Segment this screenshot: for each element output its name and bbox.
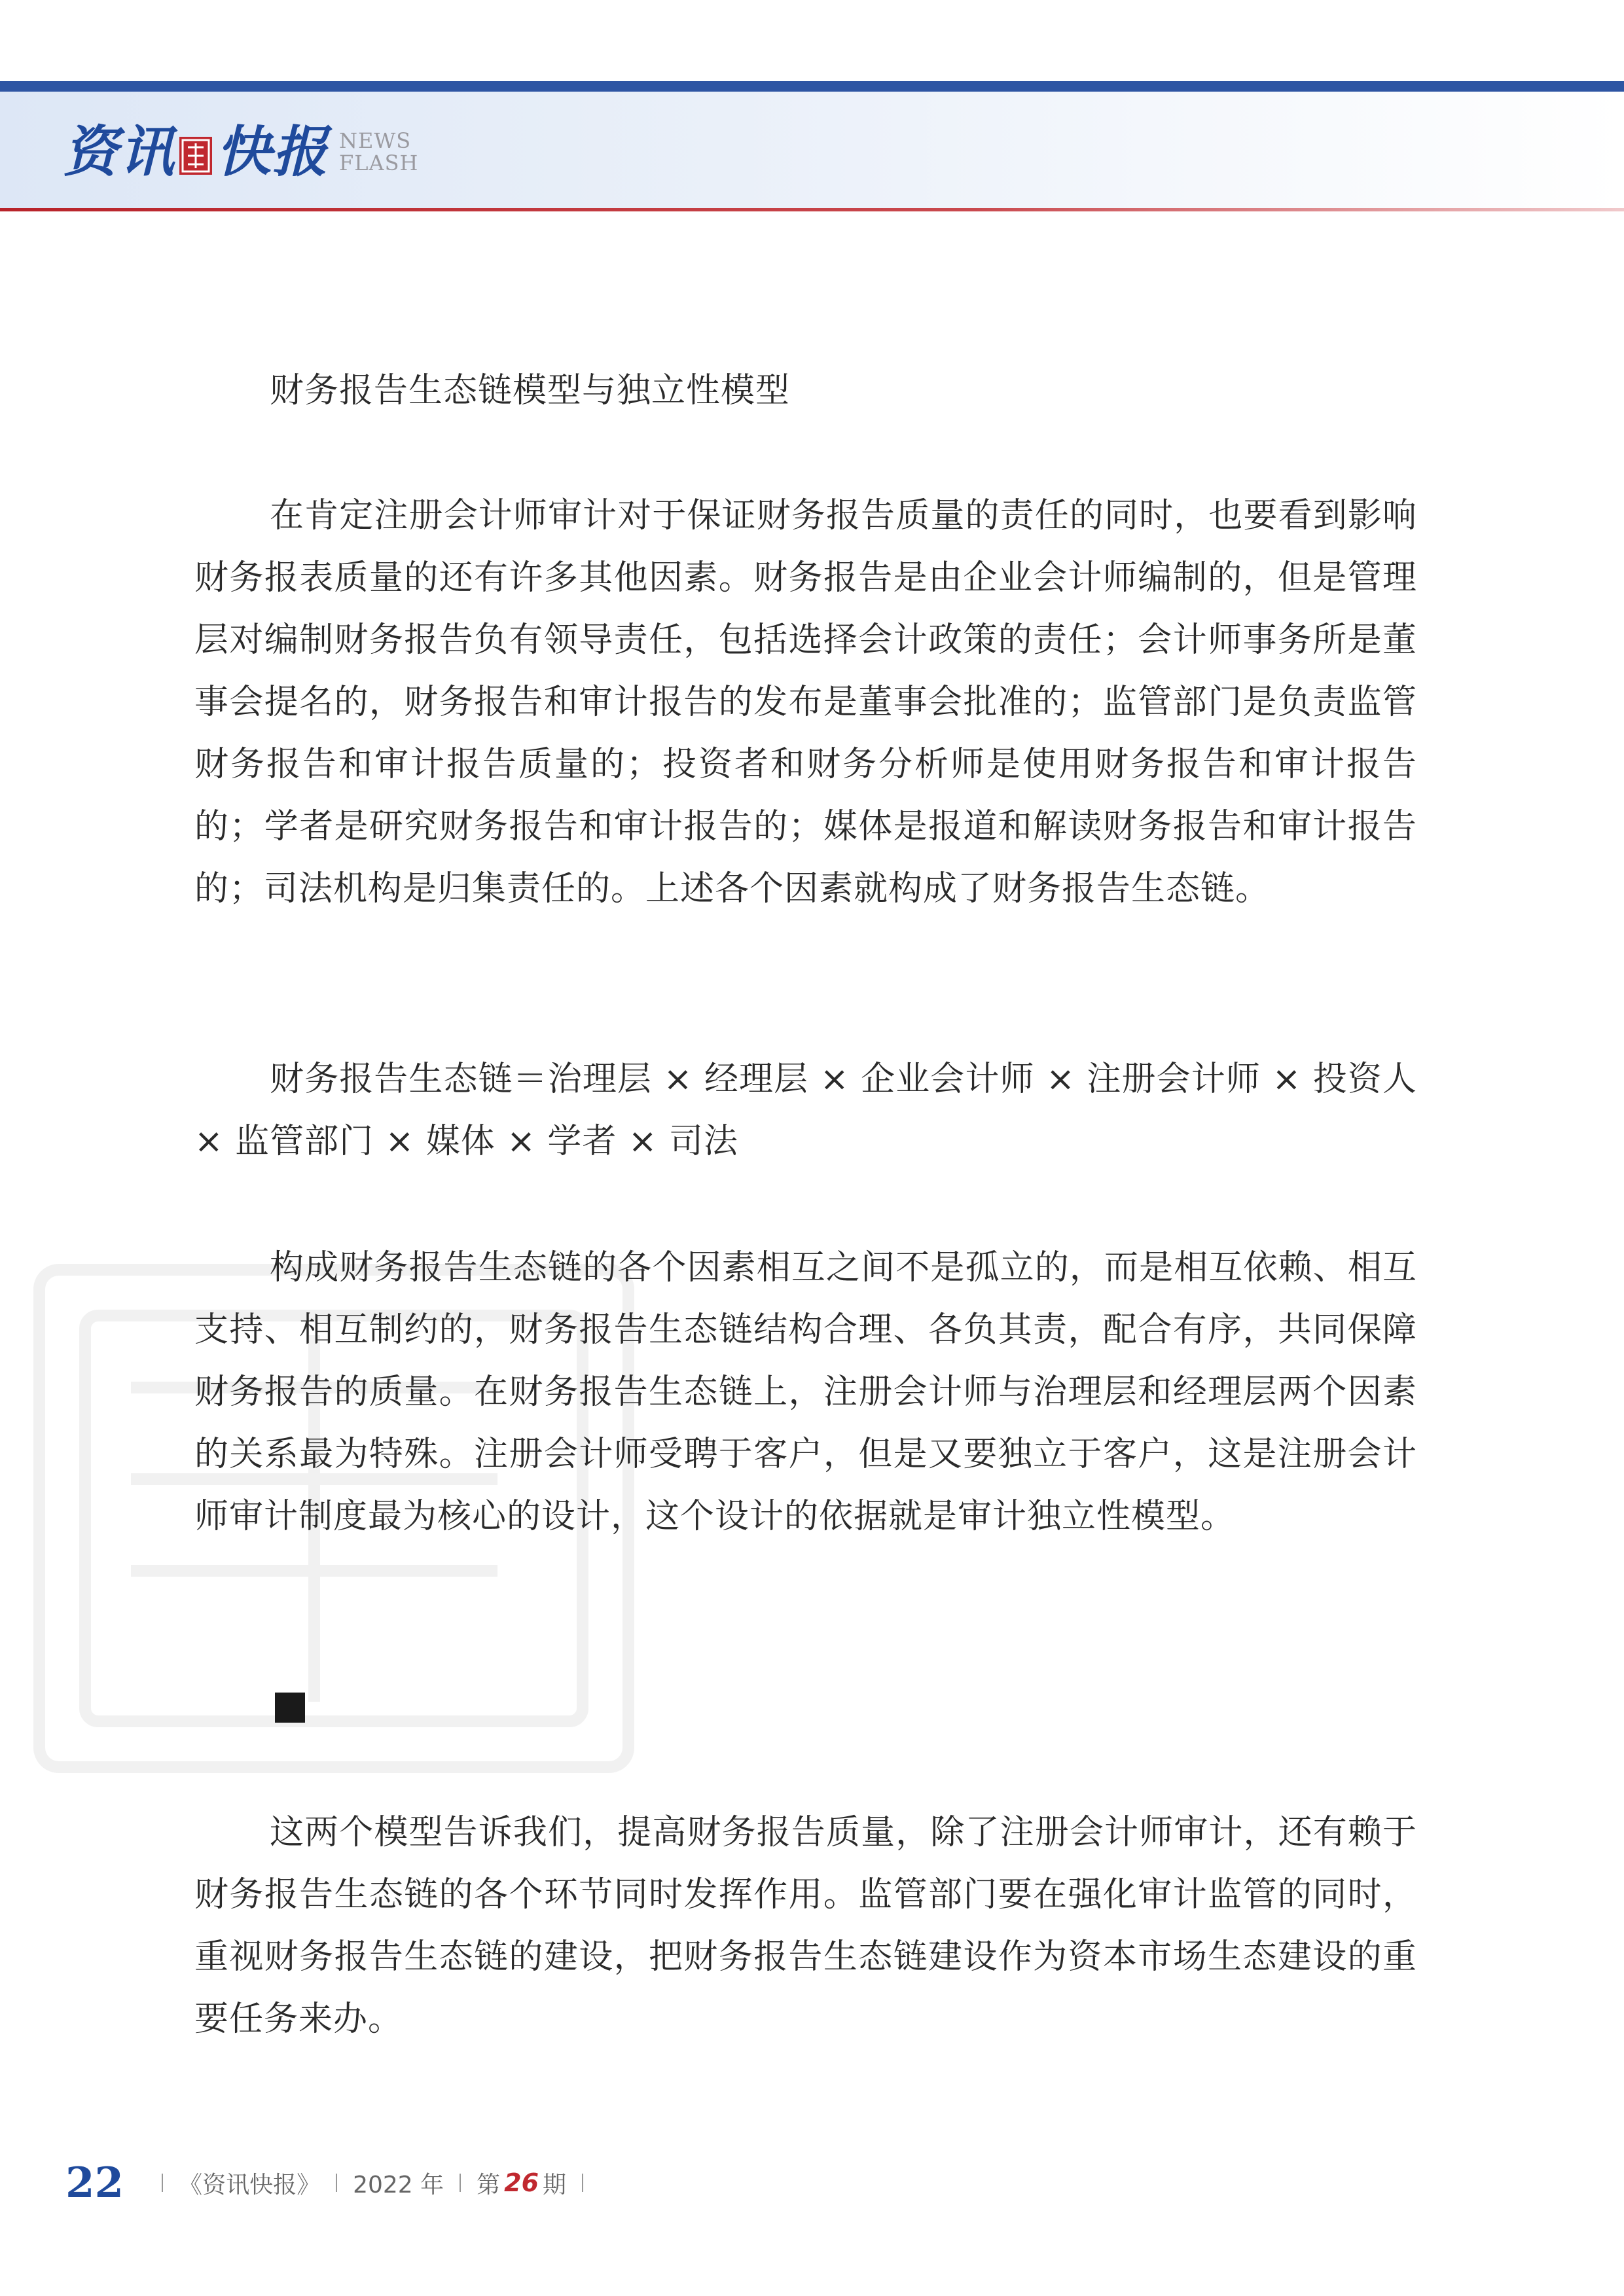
logo-text-right: 快报	[216, 119, 329, 184]
paragraph-ecosystem-formula: 财务报告生态链＝治理层 × 经理层 × 企业会计师 × 注册会计师 × 投资人 × 监管部门 × 媒体 × 学者 × 司法	[194, 1060, 1417, 1161]
footer-publication: 《资讯快报》	[179, 2171, 321, 2198]
footer-issue-suffix: 期	[543, 2171, 567, 2198]
paragraph-conclusion: 这两个模型告诉我们，提高财务报告质量，除了注册会计师审计，还有赖于财务报告生态链的各个环节同时发挥作用。监管部门要在强化审计监管的同时，重视财务报告生态链的建设，把财务报告生态链建设作为资本市场生态建设的重要任务来办。	[194, 1813, 1417, 2039]
page-number: 22	[65, 2158, 124, 2208]
footer-year: 2022 年	[353, 2171, 444, 2198]
footer-issue-number: 26	[504, 2168, 539, 2197]
logo-english-line1: NEWS	[339, 128, 412, 153]
footer-separator	[162, 2174, 163, 2192]
paragraph-independence-model: 构成财务报告生态链的各个因素相互之间不是孤立的，而是相互依赖、相互支持、相互制约的，财务报告生态链结构合理、各负其责，配合有序，共同保障财务报告的质量。在财务报告生态链上，注册会计师与治理层和经理层两个因素的关系最为特殊。注册会计师受聘于客户，但是又要独立于客户，这是注册会计师审计制度最为核心的设计，这个设计的依据就是审计独立性模型。	[194, 1248, 1417, 1536]
header-bottom-rule	[0, 208, 1624, 211]
logo-english	[339, 130, 418, 174]
footer-issue-prefix: 第	[477, 2171, 501, 2198]
header-top-rule	[0, 81, 1624, 92]
paragraph-ecosystem-intro: 在肯定注册会计师审计对于保证财务报告质量的责任的同时，也要看到影响财务报表质量的还有许多其他因素。财务报告是由企业会计师编制的，但是管理层对编制财务报告负有领导责任，包括选择会计政策的责任；会计师事务所是董事会提名的，财务报告和审计报告的发布是董事会批准的；监管部门是负责监管财务报告和审计报告质量的；投资者和财务分析师是使用财务报告和审计报告的；学者是研究财务报告和审计报告的；媒体是报道和解读财务报告和审计报告的；司法机构是归集责任的。上述各个因素就构成了财务报告生态链。	[194, 496, 1417, 908]
footer-separator	[460, 2174, 461, 2192]
footer-separator	[336, 2174, 337, 2192]
page-footer	[65, 2160, 599, 2206]
logo-seal-icon	[179, 137, 212, 175]
section-marker-square	[275, 1693, 305, 1723]
logo-text-left: 资讯	[63, 119, 176, 184]
section-subtitle: 财务报告生态链模型与独立性模型	[270, 371, 791, 410]
footer-separator	[582, 2174, 583, 2192]
masthead-logo	[63, 113, 418, 191]
logo-english-line2: FLASH	[339, 151, 419, 175]
